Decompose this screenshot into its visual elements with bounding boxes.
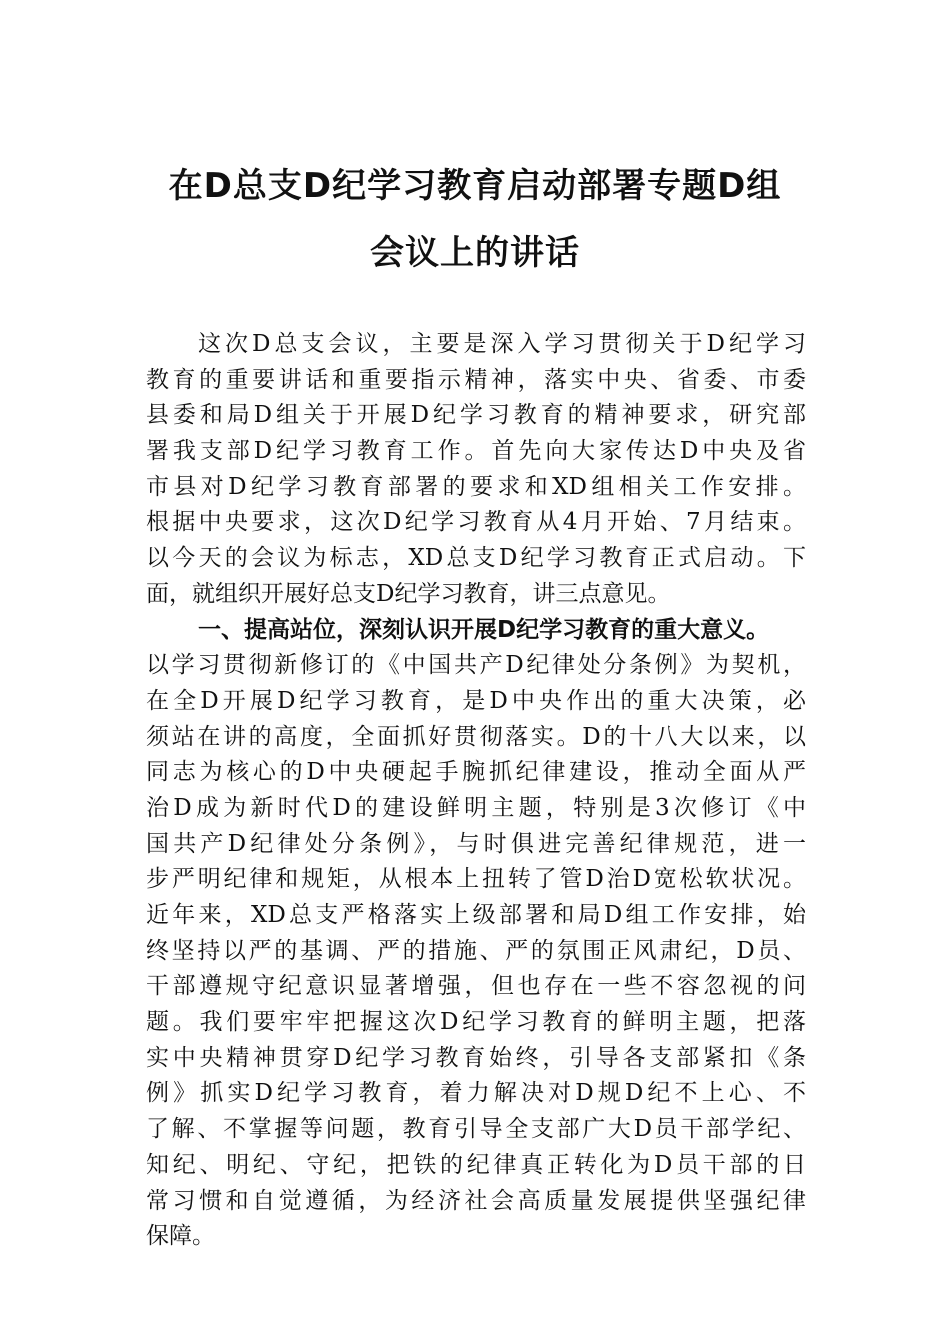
body-line: 以学习贯彻新修订的《中国共产D纪律处分条例》为契机， (146, 652, 806, 679)
body-line: 署我支部D纪学习教育工作。首先向大家传达D中央及省 (146, 438, 806, 465)
body-line: 例》抓实D纪学习教育，着力解决对D规D纪不上心、不 (146, 1080, 806, 1107)
body-line: 面，就组织开展好总支D纪学习教育，讲三点意见。 (146, 580, 671, 607)
body-line: 知纪、明纪、守纪，把铁的纪律真正转化为D员干部的日 (146, 1151, 806, 1178)
body-line: 在全D开展D纪学习教育，是D中央作出的重大决策，必 (146, 687, 806, 714)
body-line: 了解、不掌握等问题，教育引导全支部广大D员干部学纪、 (146, 1116, 806, 1143)
body-line: 常习惯和自觉遵循，为经济社会高质量发展提供坚强纪律 (146, 1187, 806, 1214)
body-line: 实中央精神贯穿D纪学习教育始终，引导各支部紧扣《条 (146, 1044, 806, 1071)
body-line: 须站在讲的高度，全面抓好贯彻落实。D的十八大以来，以 (146, 723, 806, 750)
body-line: 治D成为新时代D的建设鲜明主题，特别是3次修订《中 (146, 794, 806, 821)
body-line: 根据中央要求，这次D纪学习教育从4月开始、7月结束。 (146, 509, 806, 536)
body-line: 以今天的会议为标志，XD总支D纪学习教育正式启动。下 (146, 545, 806, 572)
body-line: 国共产D纪律处分条例》，与时俱进完善纪律规范，进一 (146, 830, 806, 857)
body-line: 终坚持以严的基调、严的措施、严的氛围正风肃纪，D员、 (146, 937, 806, 964)
document-title-line-1: 在D总支D纪学习教育启动部署专题D组 (168, 166, 782, 206)
body-line: 这次D总支会议，主要是深入学习贯彻关于D纪学习 (198, 331, 806, 357)
body-line: 市县对D纪学习教育部署的要求和XD组相关工作安排。 (146, 473, 806, 500)
body-line: 步严明纪律和规矩，从根本上扭转了管D治D宽松软状况。 (146, 866, 806, 893)
section-heading: 一、提高站位，深刻认识开展D纪学习教育的重大意义。 (198, 616, 770, 643)
body-line: 题。我们要牢牢把握这次D纪学习教育的鲜明主题，把落 (146, 1009, 806, 1036)
document-body (146, 327, 806, 1255)
body-line: 教育的重要讲话和重要指示精神，落实中央、省委、市委 (146, 366, 806, 393)
body-line: 同志为核心的D中央硬起手腕抓纪律建设，推动全面从严 (146, 759, 806, 786)
body-line: 干部遵规守纪意识显著增强，但也存在一些不容忽视的问 (146, 973, 806, 1000)
body-line: 近年来，XD总支严格落实上级部署和局D组工作安排，始 (146, 902, 806, 928)
document-title-line-2: 会议上的讲话 (370, 233, 580, 273)
body-line: 县委和局D组关于开展D纪学习教育的精神要求，研究部 (146, 402, 806, 429)
body-line: 保障。 (146, 1223, 215, 1250)
